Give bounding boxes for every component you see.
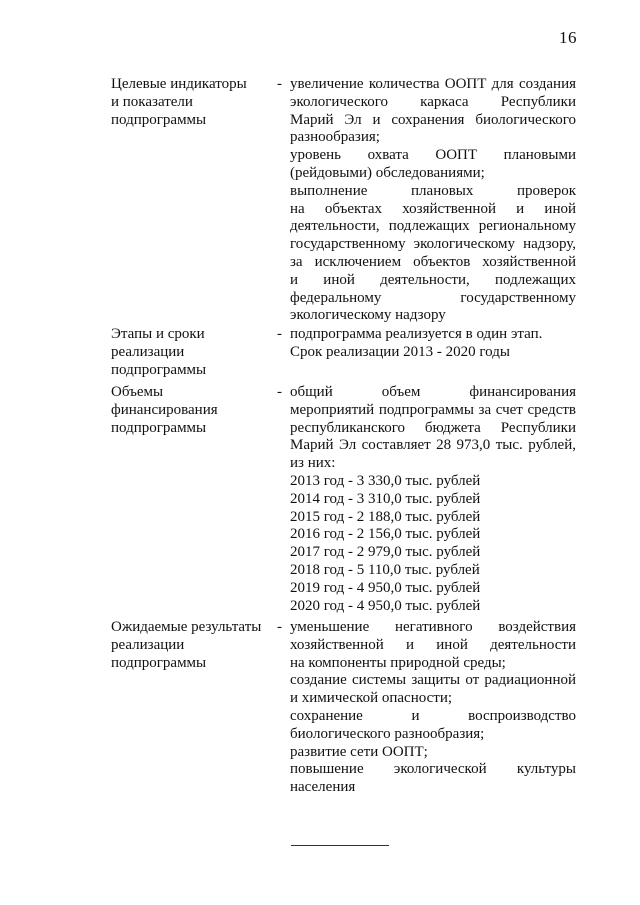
- content-line: за исключением объектов хозяйственной: [290, 253, 576, 270]
- label-line: Целевые индикаторы: [111, 76, 247, 92]
- list-dash: -: [277, 619, 282, 635]
- content-line: и химической опасности;: [290, 690, 453, 707]
- section-content-target-indicators: [290, 76, 576, 325]
- content-line: экологическому надзору: [290, 307, 446, 324]
- content-line: республиканского бюджета Республики: [290, 419, 576, 436]
- content-line: сохранение и воспроизводство: [290, 707, 576, 724]
- content-line: хозяйственной и иной деятельности: [290, 636, 576, 653]
- section-label-expected-results: [111, 619, 281, 672]
- content-line: мероприятий подпрограммы за счет средств: [290, 401, 576, 418]
- content-line: Марий Эл составляет 28 973,0 тыс. рублей,: [290, 437, 576, 454]
- list-dash: -: [277, 326, 282, 342]
- content-line: 2014 год - 3 310,0 тыс. рублей: [290, 490, 481, 507]
- content-line: увеличение количества ООПТ для создания: [290, 76, 576, 92]
- content-line: на объектах хозяйственной и иной: [290, 200, 576, 217]
- section-content-financing: [290, 384, 576, 615]
- content-line: общий объем финансирования: [290, 384, 576, 400]
- list-dash: -: [277, 384, 282, 400]
- label-line: Объемы: [111, 384, 164, 400]
- content-line: 2015 год - 2 188,0 тыс. рублей: [290, 508, 481, 525]
- content-line: Марий Эл и сохранения биологического: [290, 111, 576, 128]
- content-line: государственному экологическому надзору,: [290, 236, 576, 253]
- label-line: подпрограммы: [111, 111, 207, 128]
- content-line: Срок реализации 2013 - 2020 годы: [290, 343, 510, 360]
- content-line: и иной деятельности, подлежащих: [290, 271, 576, 288]
- content-line: населения: [290, 779, 356, 796]
- content-line: 2019 год - 4 950,0 тыс. рублей: [290, 579, 481, 596]
- section-label-target-indicators: [111, 76, 281, 129]
- content-line: 2018 год - 5 110,0 тыс. рублей: [290, 561, 480, 578]
- page-number: 16: [559, 28, 577, 47]
- content-line: разнообразия;: [290, 129, 380, 146]
- label-line: подпрограммы: [111, 361, 207, 378]
- content-line: на компоненты природной среды;: [290, 654, 506, 671]
- label-line: подпрограммы: [111, 419, 207, 436]
- footer-divider: [291, 845, 389, 846]
- label-line: и показатели: [111, 93, 193, 110]
- content-line: федеральному государственному: [290, 289, 576, 306]
- label-line: реализации: [111, 343, 185, 360]
- content-line: (рейдовыми) обследованиями;: [290, 164, 485, 181]
- content-line: 2020 год - 4 950,0 тыс. рублей: [290, 597, 481, 614]
- label-line: Ожидаемые результаты: [111, 619, 262, 635]
- label-line: финансирования: [111, 401, 218, 418]
- label-line: подпрограммы: [111, 654, 207, 671]
- section-label-stages-terms: [111, 326, 281, 379]
- content-line: уровень охвата ООПТ плановыми: [290, 147, 576, 164]
- section-content-expected-results: [290, 619, 576, 797]
- content-line: подпрограмма реализуется в один этап.: [290, 326, 543, 342]
- content-line: выполнение плановых проверок: [290, 182, 576, 199]
- content-line: создание системы защиты от радиационной: [290, 672, 576, 689]
- content-line: повышение экологической культуры: [290, 761, 576, 778]
- content-line: деятельности, подлежащих региональному: [290, 218, 576, 235]
- content-line: экологического каркаса Республики: [290, 93, 576, 110]
- list-dash: -: [277, 76, 282, 92]
- content-line: биологического разнообразия;: [290, 725, 485, 742]
- content-line: развитие сети ООПТ;: [290, 743, 428, 760]
- content-line: 2016 год - 2 156,0 тыс. рублей: [290, 526, 481, 543]
- content-line: уменьшение негативного воздействия: [290, 619, 576, 635]
- content-line: 2013 год - 3 330,0 тыс. рублей: [290, 472, 481, 489]
- content-line: из них:: [290, 455, 336, 472]
- label-line: Этапы и сроки: [111, 326, 205, 342]
- section-content-stages-terms: [290, 326, 576, 362]
- content-line: 2017 год - 2 979,0 тыс. рублей: [290, 544, 481, 561]
- section-label-financing: [111, 384, 281, 437]
- label-line: реализации: [111, 636, 185, 653]
